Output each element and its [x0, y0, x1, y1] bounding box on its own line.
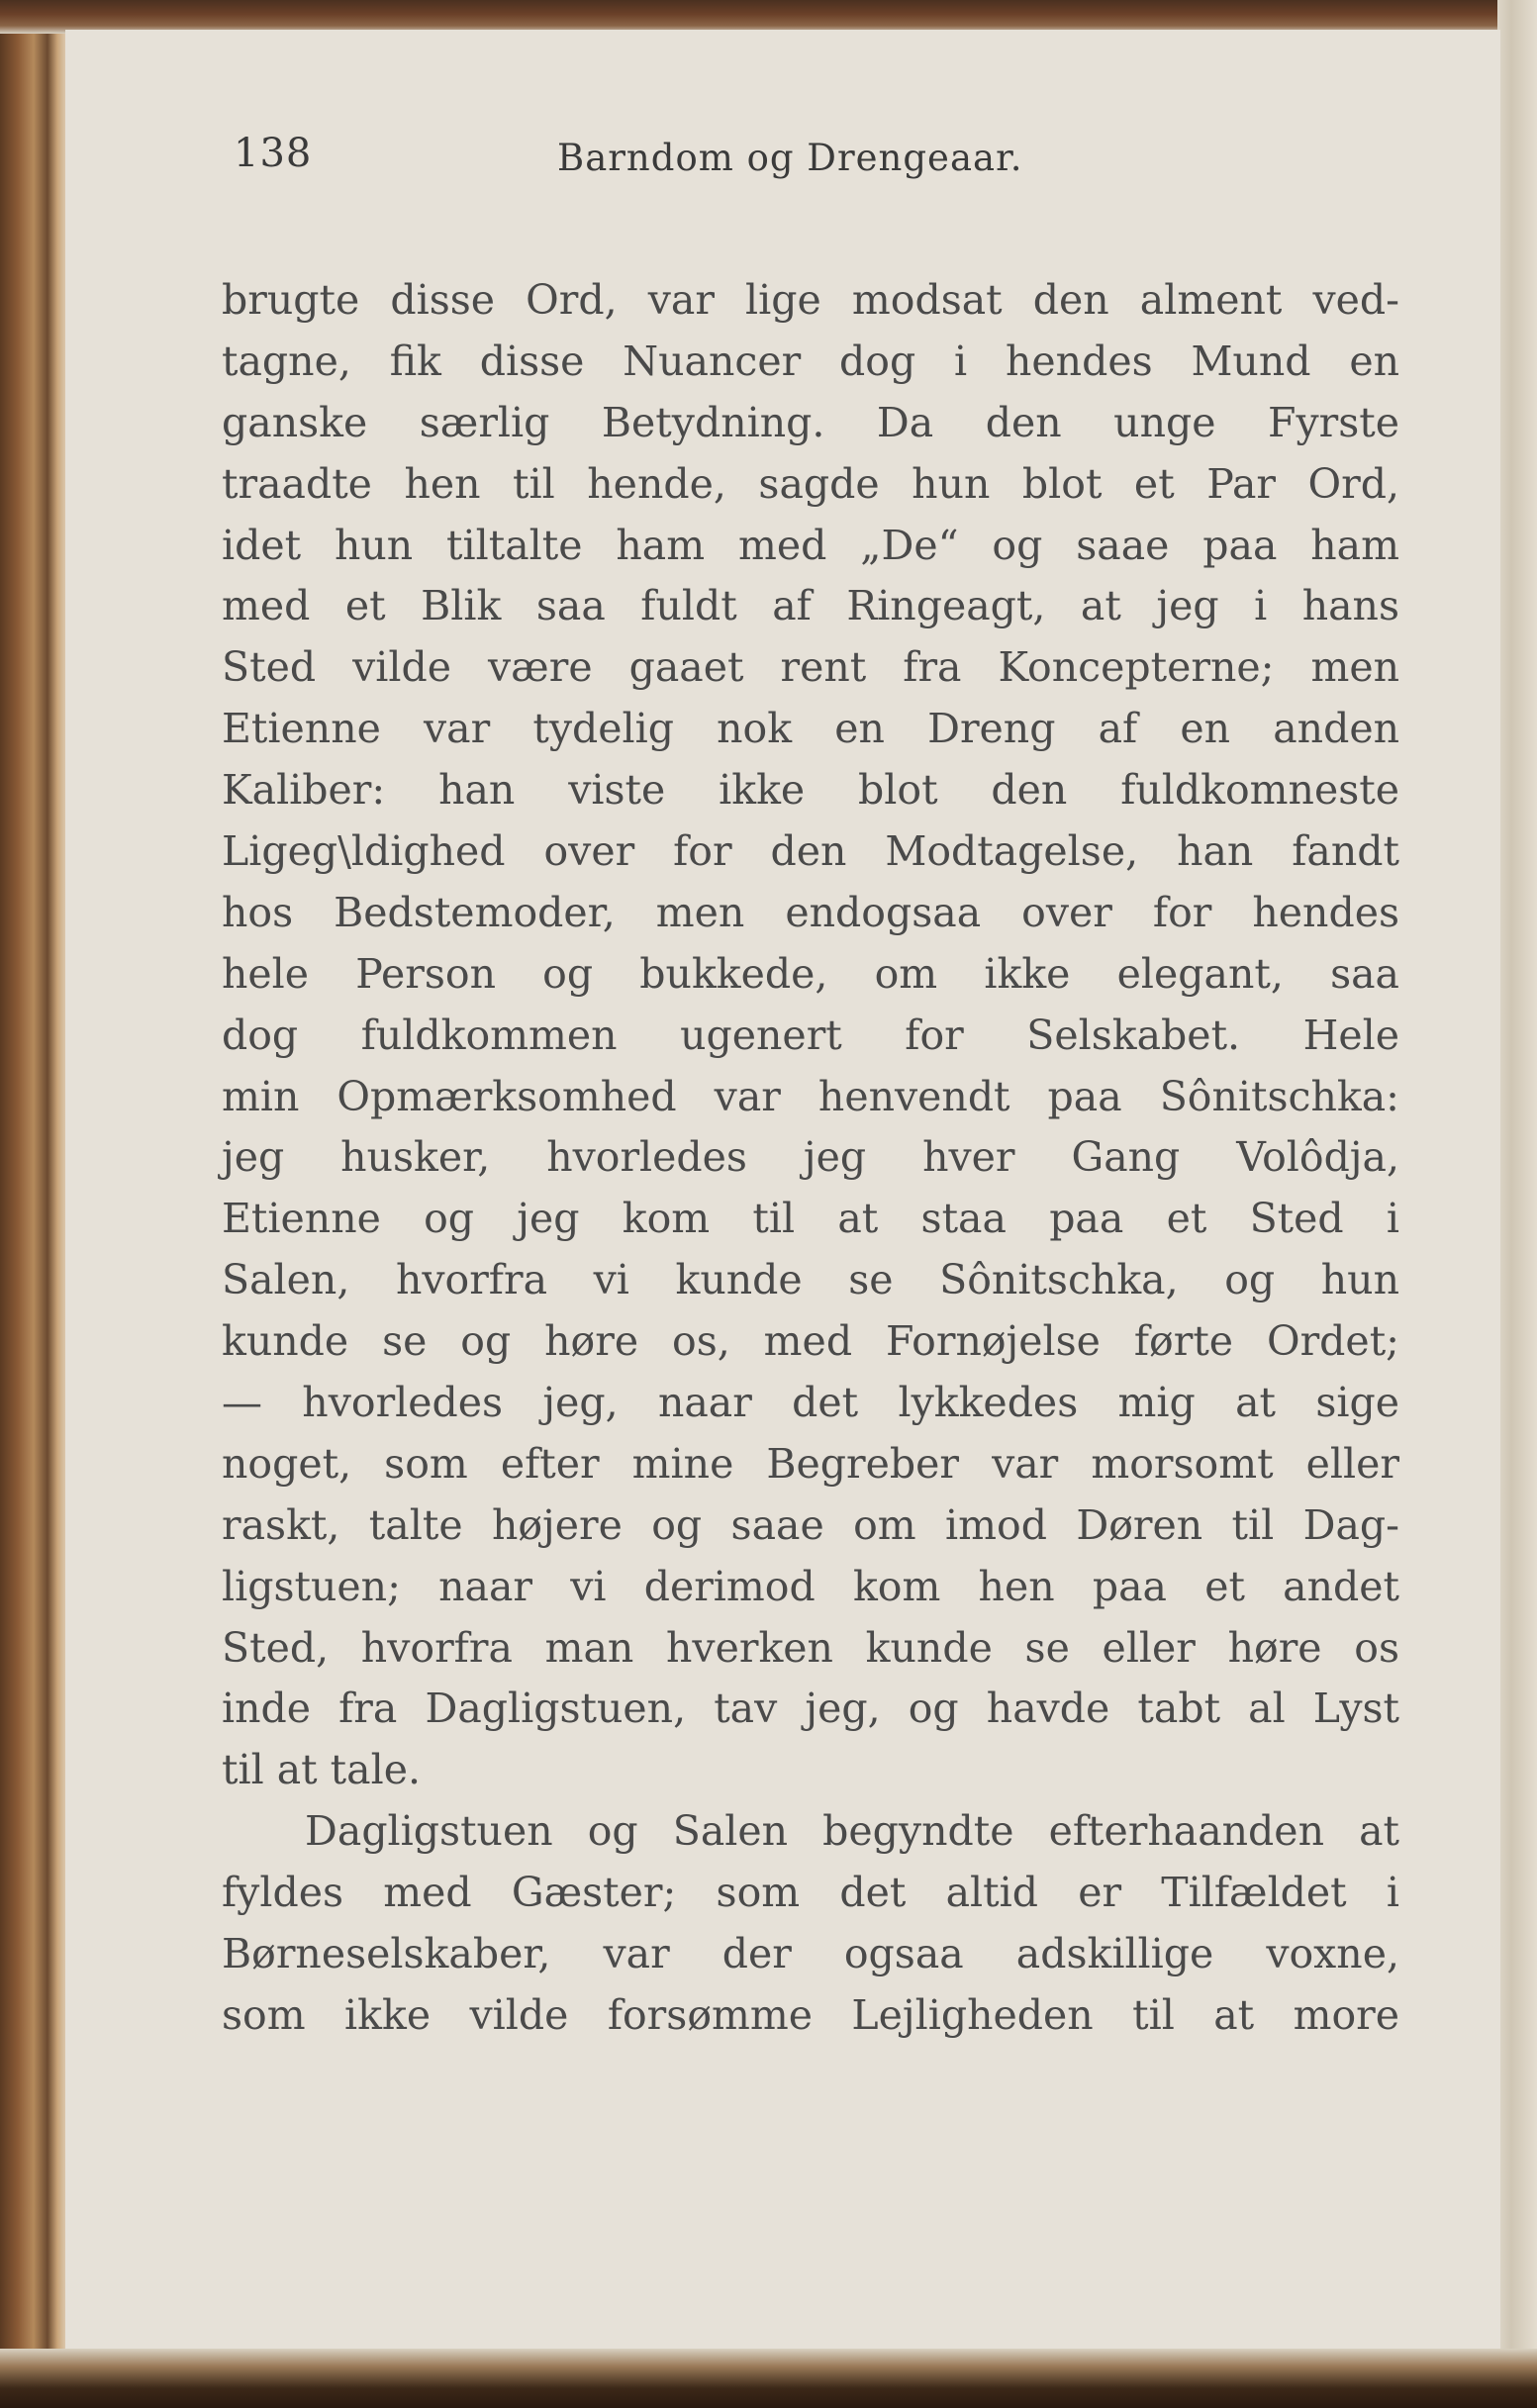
- page-number: 138: [234, 131, 313, 176]
- text-line: kunde se og høre os, med Fornøjelse førte Ordet;: [222, 1317, 1399, 1366]
- text-line: — hvorledes jeg, naar det lykkedes mig at sige: [222, 1379, 1399, 1427]
- text-line: Børneselskaber, var der ogsaa adskillige voxne,: [222, 1930, 1399, 1978]
- book-bottom-edge: [0, 2349, 1537, 2408]
- text-line: hos Bedstemoder, men endogsaa over for hendes: [222, 888, 1399, 936]
- text-line: Ligeg\ldighed over for den Modtagelse, han fandt: [222, 827, 1399, 876]
- text-line: hele Person og bukkede, om ikke elegant, saa: [222, 949, 1399, 998]
- text-line: Kaliber: han viste ikke blot den fuldkomneste: [222, 766, 1399, 815]
- paragraph: [222, 270, 1399, 1801]
- text-line: Dagligstuen og Salen begyndte efterhaanden at: [305, 1807, 1399, 1856]
- running-head: Barndom og Drengeaar.: [557, 137, 1023, 179]
- text-line: fyldes med Gæster; som det altid er Tilfældet i: [222, 1869, 1399, 1917]
- book-top-edge: [0, 0, 1537, 34]
- text-line: ligstuen; naar vi derimod kom hen paa et andet: [222, 1562, 1399, 1610]
- text-line: tagne, fik disse Nuancer dog i hendes Mund en: [222, 337, 1399, 385]
- text-line: Etienne var tydelig nok en Dreng af en anden: [222, 705, 1399, 753]
- text-line: Etienne og jeg kom til at staa paa et Sted i: [222, 1195, 1399, 1243]
- paragraph: [222, 1801, 1399, 2047]
- text-line: raskt, talte højere og saae om imod Døren til Dag-: [222, 1500, 1399, 1549]
- body-text: [222, 270, 1399, 2047]
- text-line: som ikke vilde forsømme Lejligheden til at more: [222, 1990, 1399, 2039]
- text-line: brugte disse Ord, var lige modsat den alment ved-: [222, 276, 1399, 324]
- text-line: inde fra Dagligstuen, tav jeg, og havde tabt al Lyst: [222, 1685, 1399, 1733]
- text-line: jeg husker, hvorledes jeg hver Gang Volôdja,: [222, 1133, 1399, 1182]
- text-line: ganske særlig Betydning. Da den unge Fyrste: [222, 398, 1399, 446]
- text-line: idet hun tiltalte ham med „De“ og saae paa ham: [222, 521, 1399, 569]
- text-line: Sted vilde være gaaet rent fra Koncepterne; men: [222, 643, 1399, 692]
- book-right-edge: [1497, 0, 1537, 2408]
- text-line: med et Blik saa fuldt af Ringeagt, at jeg i hans: [222, 582, 1399, 630]
- text-line: Salen, hvorfra vi kunde se Sônitschka, og hun: [222, 1256, 1399, 1304]
- text-line: dog fuldkommen ugenert for Selskabet. Hele: [222, 1011, 1399, 1059]
- text-line: traadte hen til hende, sagde hun blot et Par Ord,: [222, 459, 1399, 508]
- text-line: til at tale.: [222, 1746, 422, 1794]
- text-line: min Opmærksomhed var henvendt paa Sônitschka:: [222, 1072, 1399, 1120]
- text-line: noget, som efter mine Begreber var morsomt eller: [222, 1439, 1399, 1488]
- text-line: Sted, hvorfra man hverken kunde se eller høre os: [222, 1623, 1399, 1672]
- page-header: [234, 131, 1421, 190]
